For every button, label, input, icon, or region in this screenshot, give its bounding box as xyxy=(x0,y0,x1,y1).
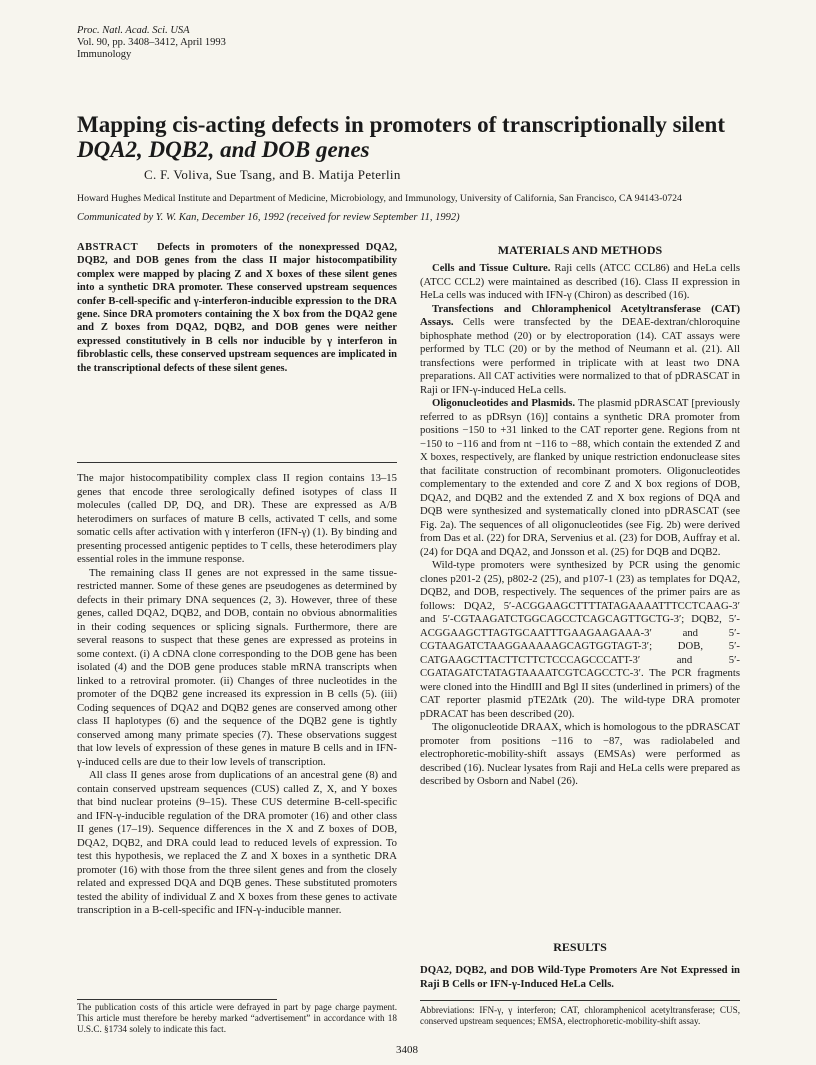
methods-paragraph xyxy=(420,262,740,303)
abstract xyxy=(77,241,397,375)
footnote-divider xyxy=(77,999,277,1000)
affiliation: Howard Hughes Medical Institute and Department of Medicine, Microbiology, and Immunology, University of California, San Francisco, CA 94143-0724 xyxy=(77,193,682,204)
intro-paragraph: The major histocompatibility complex class II region contains 13–15 genes that encode three serologically defined isotypes of class II molecules (called DP, DQ, and DR). These are expressed as A/B heterodimers on surfaces of mature B cells, activated T cells, and some somatic cells after activation with γ interferon (IFN-γ) (1). By binding and presenting processed antigenic peptides to T cells, these heterodimers play essential roles in the immune response. xyxy=(77,472,397,565)
communicated-by: Communicated by Y. W. Kan, December 16, 1992 (received for review September 11, 1992) xyxy=(77,212,460,223)
abstract-text: Defects in promoters of the nonexpressed DQA2, DQB2, and DOB genes from the class II major histocompatibility complex were mapped by placing Z and X boxes of these silent genes into a synthetic DRA promoter. These conserved upstream sequences confer B-cell-specific and γ-interferon-inducible expression to the DRA gene. Since DRA promoters containing the X box from the DQA2 gene and Z boxes from DQA2, DQB2, and DOB genes were neither expressed constitutively in B cells nor inducible by γ interferon in fibroblastic cells, these conserved upstream sequences are implicated in the transcriptional defects of these silent genes. xyxy=(77,242,398,374)
methods-section xyxy=(420,262,740,789)
paragraph-text: Wild-type promoters were synthesized by PCR using the genomic clones p201-2 (25), p802-2 (25), and p107-1 (23) as templates for DQA2, DQB2, and DOB, respectively. The sequences of the primer pairs are as follows: DQA2, 5′-ACGGAAGCTTTTATAGAAAATTTCCTCAAG-3′ and 5′-CGTAAGATCTGGCAGCCTCAGCAGTTGCTG-3′; DQB2, 5′-ACGGAAGCTTAGTGCAATTTGAAGAAGAAA-3′ and 5′-CGTAAGATCTAAGGAAAAAGCAGTGGTAGT-3′; DOB, 5′-CATGAAGCTTACTTCTTCTCCCAGCCCATT-3′ and 5′-CGATAGATCTATAGTAAAATCGTCAGCCTC-3′. The PCR fragments were cloned into the HindIII and Bgl II sites (underlined in primers) of the CAT reporter plasmid pTE2Δtk (20). The wild-type DRA promoter pDRACAT has been described (20). xyxy=(420,559,740,720)
paragraph-runin-heading: Transfections and Chloramphenicol Acetyltransferase (CAT) Assays. xyxy=(420,302,740,328)
paragraph-runin-heading: Cells and Tissue Culture. xyxy=(432,262,551,274)
paragraph-text: Cells were transfected by the DEAE-dextran/chloroquine biphosphate method (20) or by electroporation (14). CAT assays were performed by TLC (20) or by the method of Neumann et al. (21). All transfections were performed in triplicate with at least two DNA preparations. All CAT activities were normalized to that of pDRASCAT in Raji or IFN-γ-induced HeLa cells. xyxy=(420,316,741,396)
methods-heading: MATERIALS AND METHODS xyxy=(497,243,663,257)
abstract-divider xyxy=(77,462,397,463)
intro-paragraph: All class II genes arose from duplications of an ancestral gene (8) and contain conserved upstream sequences (CUS) called Z, X, and Y boxes that bind nuclear proteins (9–15). These CUS determine B-cell-specific and IFN-γ-inducible regulation of the DRA promoter (16) and other class II genes (17–19). Sequence differences in the X and Z boxes of DOB, DQA2, DQB2, and DRA could lead to reduced levels of expression. To test this hypothesis, we replaced the Z and X boxes in a synthetic DRA promoter (16) with those from the three silent genes and from the closely related and expressed DQA and DQB genes. These substituted promoters tested the ability of individual Z and X boxes from these genes to activate transcription in a B-cell-specific and IFN-γ-inducible manner. xyxy=(77,769,397,916)
title-line-2: DQA2, DQB2, and DOB genes xyxy=(77,137,370,162)
methods-paragraph xyxy=(420,397,740,559)
paper-title xyxy=(77,112,757,162)
introduction xyxy=(77,472,397,918)
results-heading: RESULTS xyxy=(553,940,607,954)
paragraph-text: Raji cells (ATCC CCL86) and HeLa cells (ATCC CCL2) were maintained as described (16). Class II expression in HeLa cells was induced with IFN-γ (Chiron) as described (16). xyxy=(420,262,741,301)
journal-section: Immunology xyxy=(77,49,132,60)
authors: C. F. Voliva, Sue Tsang, and B. Matija Peterlin xyxy=(144,167,401,182)
methods-paragraph xyxy=(420,721,740,789)
abbreviations-divider xyxy=(420,1000,740,1001)
journal-header xyxy=(77,25,226,61)
methods-paragraph xyxy=(420,303,740,398)
journal-volume: Vol. 90, pp. 3408–3412, April 1993 xyxy=(77,37,226,48)
intro-paragraph: The remaining class II genes are not expressed in the same tissue-restricted manner. Some of these genes are pseudogenes as determined by defects in their primary DNA sequences (2, 3). However, three of these genes, called DQA2, DQB2, and DOB, contain no obvious abnormalities in their coding sequences or splicing signals. Furthermore, there are several reasons to suspect that these genes are expressed as proteins in some context. (i) A cDNA clone corresponding to the DOB gene has been isolated (4) and the DOB gene produces stable mRNA transcripts when linked to a retroviral promoter. (ii) Changes of three nucleotides in the promoter of the DQB2 gene increased its expression in B cells (5). (iii) Coding sequences of DQA2 and DQB2 genes are conserved among other class II haplotypes (6) and the sequence of the DQB2 gene is tightly conserved among many primate species (7). These observations suggest that low levels of expression of these genes in mature B cells and in IFN-γ-induced cells are due to their low levels of transcription. xyxy=(77,566,397,768)
page-number: 3408 xyxy=(396,1044,418,1056)
methods-paragraph xyxy=(420,559,740,721)
results-subheading: DQA2, DQB2, and DOB Wild-Type Promoters Are Not Expressed in Raji B Cells or IFN-γ-Induced HeLa Cells. xyxy=(420,964,740,990)
abbreviations: Abbreviations: IFN-γ, γ interferon; CAT, chloramphenicol acetyltransferase; CUS, conserved upstream sequences; EMSA, electrophoretic-mobility-shift assay. xyxy=(420,1005,740,1026)
paragraph-text: The plasmid pDRASCAT [previously referred to as pDRsyn (16)] contains a synthetic DRA promoter from positions −150 to +31 linked to the CAT reporter gene. Regions from nt −150 to −116 and from nt −116 to −88, which contain the extended Z and X boxes, respectively, are flanked by unique restriction endonuclease sites that facilitate construction of recombinant promoters. Oligonucleotides complementary to the extended and core Z and X box regions of DOB, DQA2, and DQB2 and the extended Z and X box regions of DQA and DQB were synthesized and systematically cloned into pDRASCAT (see Fig. 2a). The sequences of all oligonucleotides (see Fig. 2b) were derived from Das et al. (22) for DRA, Servenius et al. (23) for DOB, Auffray et al. (24) for DQA and DQA2, and Jonsson et al. (25) for DQB and DQB2. xyxy=(420,397,740,558)
paragraph-runin-heading: Oligonucleotides and Plasmids. xyxy=(432,397,575,409)
abstract-label: ABSTRACT xyxy=(77,242,139,253)
title-line-1: Mapping cis-acting defects in promoters of transcriptionally silent xyxy=(77,112,725,137)
paragraph-text: The oligonucleotide DRAAX, which is homologous to the pDRASCAT promoter from positions −116 to −87, was radiolabeled and electrophoretic-mobility-shift assays (EMSAs) were performed as described (16). Nuclear lysates from Raji and HeLa cells were prepared as described by Osborn and Nabel (26). xyxy=(420,721,740,787)
journal-name: Proc. Natl. Acad. Sci. USA xyxy=(77,25,190,36)
footnote: The publication costs of this article were defrayed in part by page charge payment. This article must therefore be hereby marked “advertisement” in accordance with 18 U.S.C. §1734 solely to indicate this fact. xyxy=(77,1002,397,1034)
